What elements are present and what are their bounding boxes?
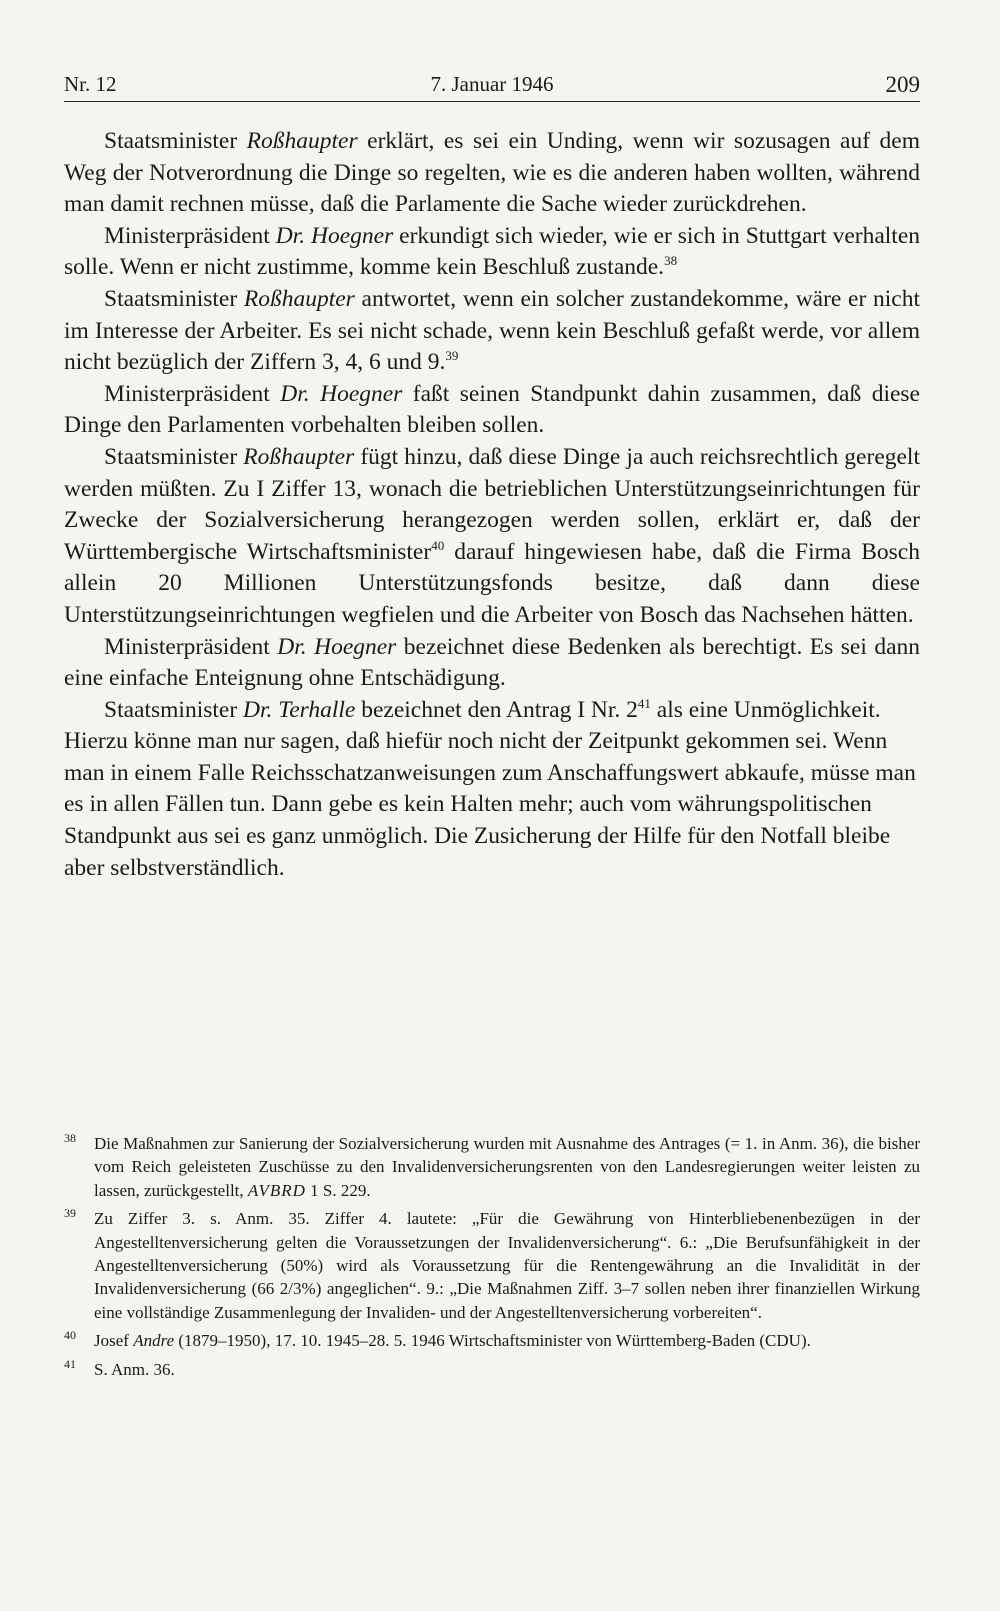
footnote-mark: 39 xyxy=(64,1206,76,1221)
footnote-40 xyxy=(64,1329,920,1352)
paragraph-3 xyxy=(64,284,920,379)
footnote-39 xyxy=(64,1207,920,1324)
paragraph-text: bezeichnet den Antrag I Nr. 2 xyxy=(355,696,638,723)
footnote-text: S. Anm. 36. xyxy=(94,1359,175,1379)
speaker-name: Dr. Hoegner xyxy=(280,380,403,407)
speaker-title: Staatsminister xyxy=(104,443,244,470)
paragraph-2 xyxy=(64,221,920,284)
speaker-name: Roßhaupter xyxy=(243,285,355,312)
running-header xyxy=(64,64,920,98)
paragraph-text-continued: als eine Unmöglichkeit. Hierzu könne man nur sagen, daß hiefür noch nicht der Zeitpunkt gekommen sei. Wenn man in einem Falle Reichsschatzanweisungen zum Anschaffungswert abkaufe, müsse man es in allen Fällen tun. Dann gebe es kein Halten mehr; auch vom währungspolitischen Standpunkt aus sei es ganz unmöglich. Die Zusicherung der Hilfe für den Notfall bleibe aber selbstverständlich. xyxy=(64,696,916,881)
footnote-41 xyxy=(64,1358,920,1381)
speaker-name: Dr. Hoegner xyxy=(275,222,394,249)
paragraph-text: erkundigt sich wieder, wie er sich in Stuttgart verhalten solle. Wenn er nicht zustimme, komme kein Beschluß zustande. xyxy=(64,222,920,281)
footnote-reference-40[interactable]: 40 xyxy=(431,537,445,553)
document-number: Nr. 12 xyxy=(64,72,117,96)
footnote-text: Josef xyxy=(94,1331,134,1351)
speaker-title: Staatsminister xyxy=(104,285,244,312)
header-date: 7. Januar 1946 xyxy=(430,72,554,96)
speaker-title: Ministerpräsident xyxy=(104,222,276,249)
footnote-38 xyxy=(64,1132,920,1202)
paragraph-text: faßt seinen Standpunkt dahin zusammen, daß diese Dinge den Parlamenten vorbehalten bleiben sollen. xyxy=(64,380,920,439)
footnote-text: Die Maßnahmen zur Sanierung der Sozialversicherung wurden mit Ausnahme des Antrages (= 1. in Anm. 36), die bisher vom Reich geleisteten Zuschüsse zu den Invalidenversicherungsrenten von den Landesregierungen weiter leisten zu lassen, zurückgestellt, xyxy=(94,1134,920,1200)
paragraph-6 xyxy=(64,632,920,695)
main-text xyxy=(64,126,920,884)
footnote-mark: 41 xyxy=(64,1356,76,1371)
paragraph-text: fügt hinzu, daß diese Dinge ja auch reichsrechtlich geregelt werden müßten. Zu I Ziffer 13, wonach die betrieblichen Unterstützungseinrichtungen für Zwecke der Sozialversicherung herangezogen werden sollen, erklärt er, daß der Württembergische Wirtschaftsminister xyxy=(64,443,920,565)
speaker-title: Ministerpräsident xyxy=(104,633,278,660)
speaker-name: Dr. Terhalle xyxy=(243,696,356,723)
footnotes xyxy=(64,1132,920,1386)
speaker-title: Staatsminister xyxy=(104,128,247,154)
speaker-name: Roßhaupter xyxy=(246,128,358,154)
paragraph-7 xyxy=(64,695,920,885)
footnote-text-continued: (1879–1950), 17. 10. 1945–28. 5. 1946 Wirtschaftsminister von Württemberg-Baden (CDU). xyxy=(174,1331,811,1351)
paragraph-text: bezeichnet diese Bedenken als berechtigt. Es sei dann eine einfache Enteignung ohne Entschädigung. xyxy=(64,633,920,692)
footnote-text-continued: 1 S. 229. xyxy=(305,1180,371,1200)
source-abbreviation: AVBRD xyxy=(247,1180,306,1200)
paragraph-text: erklärt, es sei ein Unding, wenn wir sozusagen auf dem Weg der Notverordnung die Dinge so regelten, wie es die anderen haben wollten, während man damit rechnen müsse, daß die Parlamente die Sache wieder zurückdrehen. xyxy=(64,128,920,218)
footnote-mark: 38 xyxy=(64,1131,76,1145)
speaker-name: Roßhaupter xyxy=(243,443,355,470)
paragraph-1 xyxy=(64,126,920,221)
person-name: Andre xyxy=(133,1331,175,1351)
speaker-title: Ministerpräsident xyxy=(104,380,281,407)
footnote-text: Zu Ziffer 3. s. Anm. 35. Ziffer 4. lautete: „Für die Gewährung von Hinterbliebenenbezügen in der Angestelltenversicherung gelten die Voraussetzungen der Invalidenversicherung“. 6.: „Die Berufsunfähigkeit in der Angestelltenversicherung (50%) wird als Voraussetzung für die Rentengewährung an die Invalidität in der Invalidenversicherung (66 2/3%) angeglichen“. 9.: „Die Maßnahmen Ziff. 3–7 sollen neben ihrer finanziellen Wirkung eine vollständige Zusammenlegung der Invaliden- und der Angestelltenversicherung vorbereiten“. xyxy=(94,1209,920,1322)
footnote-reference-41[interactable]: 41 xyxy=(637,695,651,711)
paragraph-text-continued: darauf hingewiesen habe, daß die Firma Bosch allein 20 Millionen Unterstützungsfonds besitze, daß dann diese Unterstützungseinrichtungen wegfielen und die Arbeiter von Bosch das Nachsehen hätten. xyxy=(64,538,920,628)
speaker-title: Staatsminister xyxy=(104,696,244,723)
footnote-reference-38[interactable]: 38 xyxy=(664,253,678,269)
footnote-mark: 40 xyxy=(64,1328,76,1343)
paragraph-5 xyxy=(64,442,920,632)
paragraph-4 xyxy=(64,379,920,442)
header-rule xyxy=(64,101,920,102)
page-number: 209 xyxy=(885,72,920,97)
paragraph-text: antwortet, wenn ein solcher zustandekomme, wäre er nicht im Interesse der Arbeiter. Es sei nicht schade, wenn kein Beschluß gefaßt werde, vor allem nicht bezüglich der Ziffern 3, 4, 6 und 9. xyxy=(64,285,920,376)
speaker-name: Dr. Hoegner xyxy=(277,633,397,660)
footnote-reference-39[interactable]: 39 xyxy=(445,348,459,364)
